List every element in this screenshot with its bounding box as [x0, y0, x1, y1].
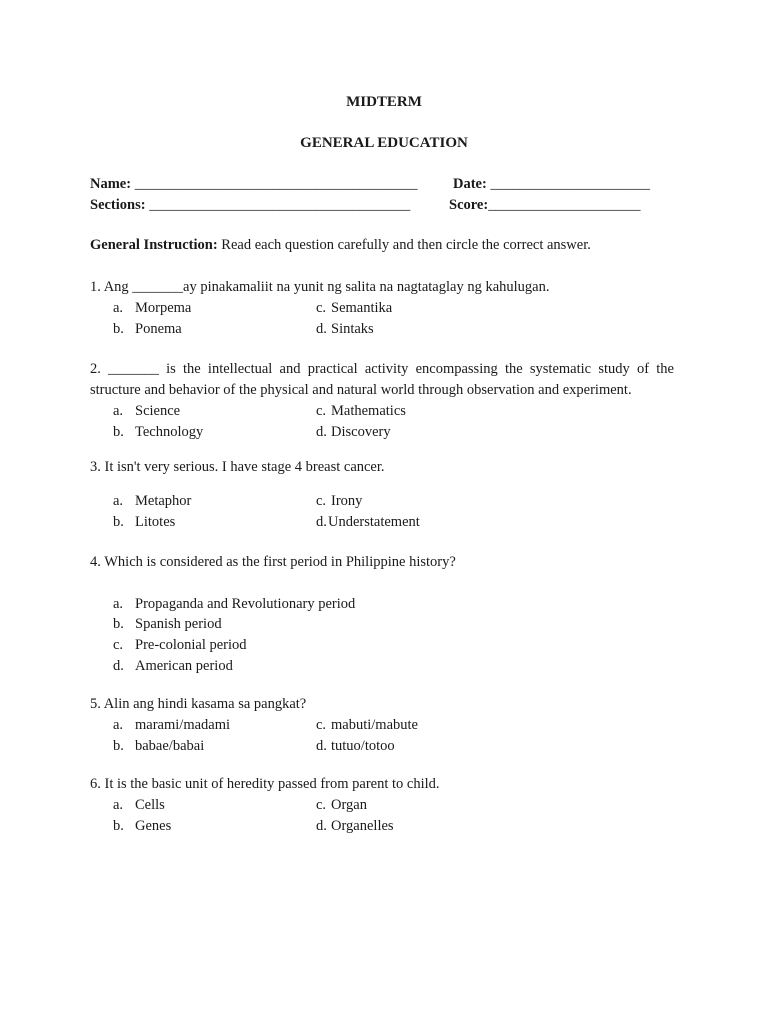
sections-field[interactable] — [90, 195, 410, 216]
option-text[interactable]: Ponema — [135, 321, 182, 337]
option-letter: a. — [113, 493, 124, 509]
option-text[interactable]: mabuti/mabute — [331, 717, 418, 733]
option-text[interactable]: Semantika — [331, 300, 393, 316]
option-letter: a. — [113, 596, 124, 612]
score-field[interactable] — [449, 195, 640, 216]
option-text[interactable]: Spanish period — [135, 616, 222, 632]
option-letter: a. — [113, 403, 124, 419]
question-3-text: 3. It isn't very serious. I have stage 4 breast cancer. — [90, 459, 385, 475]
option-letter: c. — [113, 637, 124, 653]
option-letter: d. — [113, 658, 124, 674]
question-2-text — [90, 359, 674, 400]
option-letter: b. — [113, 424, 124, 440]
option-text[interactable]: Morpema — [135, 300, 192, 316]
question-4-text: 4. Which is considered as the first period in Philippine history? — [90, 554, 456, 570]
name-field[interactable] — [90, 174, 417, 195]
option-letter: a. — [113, 797, 124, 813]
option-text[interactable]: Understatement — [328, 514, 420, 530]
option-text[interactable]: Genes — [135, 818, 172, 834]
date-blank: ______________________ — [490, 176, 650, 192]
option-letter: b. — [113, 818, 124, 834]
option-text[interactable]: Technology — [135, 424, 204, 440]
question-5-text: 5. Alin ang hindi kasama sa pangkat? — [90, 696, 307, 712]
option-letter: b. — [113, 738, 124, 754]
question-2-line-2: structure and behavior of the physical and natural world through observation and experiment. — [90, 381, 632, 398]
option-letter: d. — [316, 321, 327, 337]
option-text[interactable]: Organelles — [331, 818, 394, 834]
option-letter: b. — [113, 616, 124, 632]
page-subtitle: GENERAL EDUCATION — [300, 135, 468, 151]
option-text[interactable]: Metaphor — [135, 493, 192, 509]
option-letter: c. — [316, 717, 327, 733]
instruction-text: Read each question carefully and then circle the correct answer. — [217, 237, 591, 253]
option-text[interactable]: Irony — [331, 493, 363, 509]
sections-blank: ____________________________________ — [149, 197, 411, 213]
option-text[interactable]: Pre-colonial period — [135, 637, 247, 653]
name-blank: _______________________________________ — [134, 176, 418, 192]
question-1-text: 1. Ang _______ay pinakamaliit na yunit ng salita na nagtataglay ng kahulugan. — [90, 279, 550, 295]
option-letter: a. — [113, 717, 124, 733]
page-title: MIDTERM — [346, 94, 422, 110]
option-letter: d. — [316, 514, 327, 530]
option-text[interactable]: Discovery — [331, 424, 391, 440]
option-letter: b. — [113, 514, 124, 530]
option-letter: c. — [316, 300, 327, 316]
option-text[interactable]: Organ — [331, 797, 367, 813]
option-letter: d. — [316, 818, 327, 834]
option-text[interactable]: Sintaks — [331, 321, 374, 337]
option-letter: c. — [316, 797, 327, 813]
option-letter: d. — [316, 424, 327, 440]
option-text[interactable]: Mathematics — [331, 403, 406, 419]
option-letter: c. — [316, 493, 327, 509]
option-letter: d. — [316, 738, 327, 754]
name-label: Name: — [90, 176, 135, 192]
option-text[interactable]: marami/madami — [135, 717, 231, 733]
score-label: Score: — [449, 197, 489, 213]
option-text[interactable]: Propaganda and Revolutionary period — [135, 596, 356, 612]
option-letter: c. — [316, 403, 327, 419]
option-text[interactable]: babae/babai — [135, 738, 205, 754]
sections-label: Sections: — [90, 197, 150, 213]
general-instruction — [90, 235, 591, 256]
question-6-text: 6. It is the basic unit of heredity passed from parent to child. — [90, 776, 440, 792]
option-text[interactable]: Litotes — [135, 514, 176, 530]
option-text[interactable]: Science — [135, 403, 181, 419]
option-letter: a. — [113, 300, 124, 316]
score-blank: _____________________ — [488, 197, 641, 213]
option-text[interactable]: tutuo/totoo — [331, 738, 395, 754]
question-2-line-1: 2. _______ is the intellectual and practical activity encompassing the systematic study of the — [90, 361, 674, 377]
option-letter: b. — [113, 321, 124, 337]
option-text[interactable]: American period — [135, 658, 233, 674]
date-label: Date: — [453, 176, 491, 192]
date-field[interactable] — [453, 174, 650, 195]
instruction-label: General Instruction: — [90, 237, 218, 253]
option-text[interactable]: Cells — [135, 797, 165, 813]
